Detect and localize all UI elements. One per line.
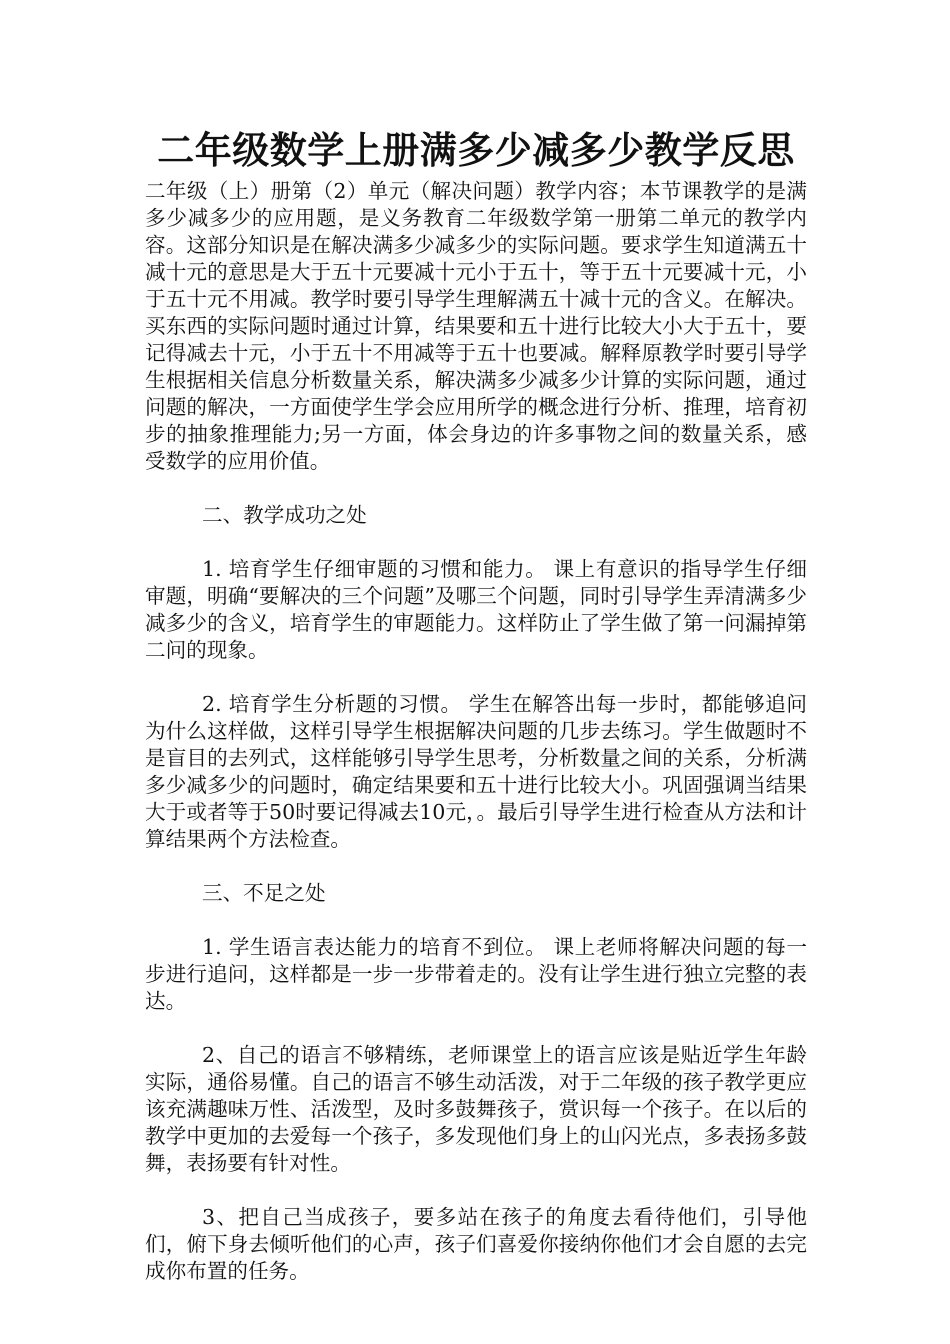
shortcoming-item-3: 3、把自己当成孩子，要多站在孩子的角度去看待他们，引导他们，俯下身去倾听他们的心声，孩子们喜爱你接纳你他们才会自愿的去完成你布置的任务。 [145,1205,807,1283]
intro-paragraph: 二年级（上）册第（2）单元（解决问题）教学内容；本节课教学的是满多少减多少的应用题，是义务教育二年级数学第一册第二单元的教学内容。这部分知识是在解决满多少减多少的实际问题。要求学生知道满五十减十元的意思是大于五十元要减十元小于五十，等于五十元要减十元，小于五十元不用减。教学时要引导学生理解满五十减十元的含义。在解决。买东西的实际问题时通过计算，结果要和五十进行比较大小大于五十，要记得减去十元，小于五十不用减等于五十也要减。解释原教学时要引导学生根据相关信息分析数量关系，解决满多少减多少计算的实际问题，通过问题的解决，一方面使学生学会应用所学的概念进行分析、推理，培育初步的抽象推理能力;另一方面，体会身边的许多事物之间的数量关系，感受数学的应用价值。 [145,179,807,473]
paragraph-gap [145,907,807,934]
shortcoming-item-1: 1. 学生语言表达能力的培育不到位。 课上老师将解决问题的每一步进行追问，这样都是一步一步带着走的。没有让学生进行独立完整的表达。 [145,935,807,1013]
section-heading-success: 二、教学成功之处 [202,503,367,527]
paragraph-gap [145,475,807,502]
document-title: 二年级数学上册满多少减多少教学反思 [157,129,795,172]
paragraph-gap [145,1015,807,1042]
paragraph-gap [145,664,807,691]
paragraph-gap [145,529,807,556]
success-item-2: 2. 培育学生分析题的习惯。 学生在解答出每一步时，都能够追问为什么这样做，这样引导学生根据解决问题的几步去练习。学生做题时不是盲目的去列式，这样能够引导学生思考，分析数量之间的关系，分析满多少减多少的问题时，确定结果要和五十进行比较大小。巩固强调当结果大于或者等于50时要记得减去10元，。最后引导学生进行检查从方法和计算结果两个方法检查。 [145,692,807,851]
paragraph-gap [145,853,807,880]
success-item-1: 1. 培育学生仔细审题的习惯和能力。 课上有意识的指导学生仔细审题，明确“要解决的三个问题”及哪三个问题，同时引导学生弄清满多少减多少的含义，培育学生的审题能力。这样防止了学生做了第一问漏掉第二问的现象。 [145,557,807,662]
shortcoming-item-2: 2、自己的语言不够精练，老师课堂上的语言应该是贴近学生年龄实际，通俗易懂。自己的语言不够生动活泼，对于二年级的孩子教学更应该充满趣味万性、活泼型，及时多鼓舞孩子，赏识每一个孩子。在以后的教学中更加的去爱每一个孩子，多发现他们身上的山闪光点，多表扬多鼓舞，表扬要有针对性。 [145,1043,807,1175]
document-page [145,128,807,1285]
section-heading-shortcomings: 三、不足之处 [202,881,326,905]
paragraph-gap [145,1177,807,1204]
